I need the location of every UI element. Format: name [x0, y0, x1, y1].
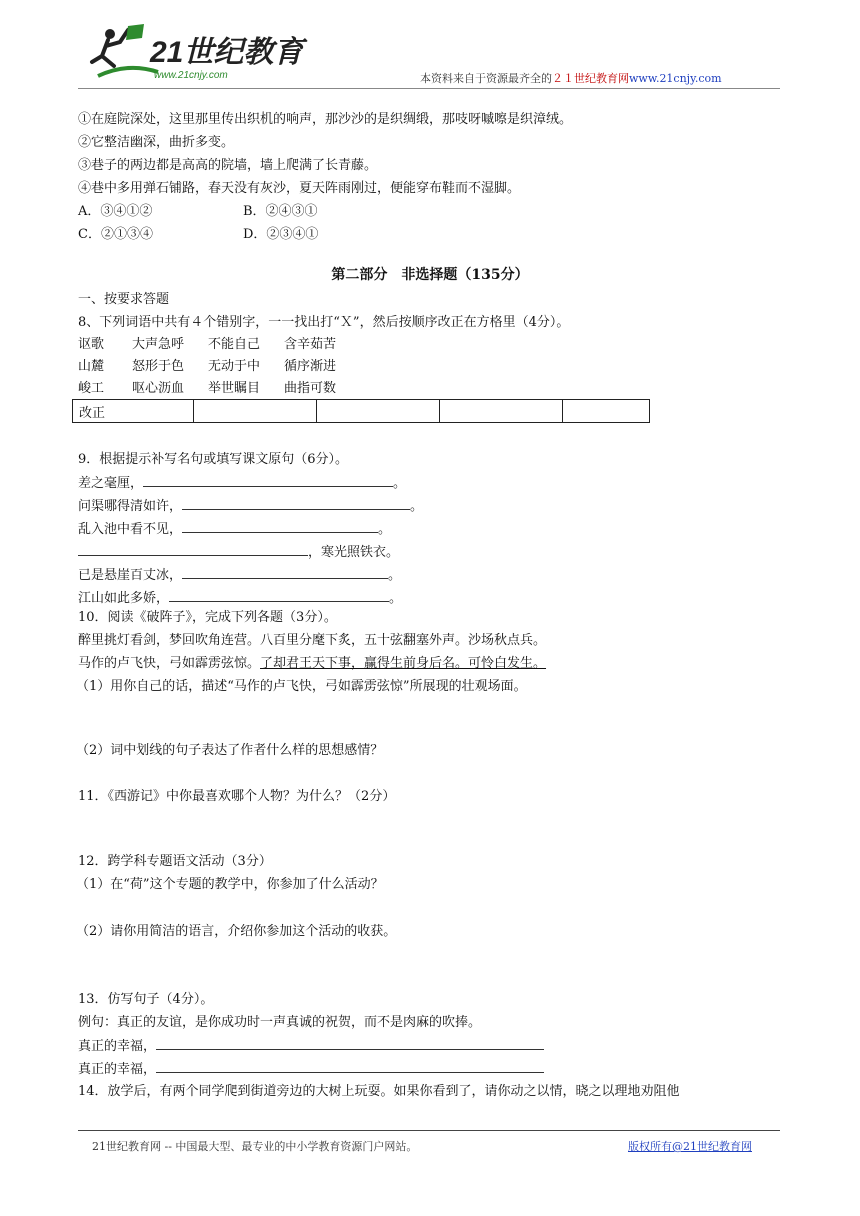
q14-prompt: 14．放学后，有两个同学爬到街道旁边的大树上玩耍。如果你看到了，请你动之以情，晓之以理地劝阻他 [78, 1084, 680, 1099]
answer-blank[interactable] [143, 473, 393, 487]
q9-item-3: 乱入池中看不见， 。 [78, 519, 391, 540]
option-line-2: ②它整洁幽深，曲折多变。 [78, 135, 235, 150]
q8-word: 山麓 [78, 359, 105, 374]
logo-text: 21世纪教育 [150, 36, 304, 69]
answer-blank[interactable] [182, 496, 410, 510]
logo-url: www.21cnjy.com [154, 70, 228, 81]
q8-answer-cell-1[interactable] [194, 400, 317, 423]
q9-item-2: 问渠哪得清如许， 。 [78, 496, 423, 517]
q10-sub1: （1）用你自己的话，描述“马作的卢飞快，弓如霹雳弦惊”所展现的壮观场面。 [76, 679, 527, 694]
choice-a: A．③④①② [78, 204, 153, 219]
q8-word: 举世瞩目 [208, 381, 261, 396]
choice-b: B．②④③① [243, 204, 318, 219]
q13-example: 例句：真正的友谊，是你成功时一声真诚的祝贺，而不是肉麻的吹捧。 [78, 1015, 482, 1030]
q8-word: 呕心沥血 [132, 381, 185, 396]
choice-d: D．②③④① [243, 227, 319, 242]
option-line-4: ④巷中多用弹石铺路，春天没有灰沙，夏天阵雨刚过，便能穿布鞋而不湿脚。 [78, 181, 521, 196]
q9-item-4: ，寒光照铁衣。 [78, 542, 399, 563]
q8-word: 含辛茹苦 [284, 337, 337, 352]
answer-blank[interactable] [182, 565, 388, 579]
q8-word: 大声急呼 [132, 337, 185, 352]
choice-c: C．②①③④ [78, 227, 153, 242]
q13-line-1: 真正的幸福， [78, 1036, 544, 1057]
q8-word: 怒形于色 [132, 359, 185, 374]
header-source [420, 70, 722, 86]
q8-word: 曲指可数 [284, 381, 337, 396]
q8-word: 不能自己 [208, 337, 261, 352]
q9-item-5: 已是悬崖百丈冰， 。 [78, 565, 401, 586]
q8-word: 讴歌 [78, 337, 105, 352]
answer-blank[interactable] [156, 1036, 544, 1050]
q8-word-row-3 [78, 379, 336, 399]
q8-word: 无动于中 [208, 359, 261, 374]
header-divider [78, 88, 780, 89]
footer-left-text: 21世纪教育网 -- 中国最大型、最专业的中小学教育资源门户网站。 [92, 1140, 418, 1153]
answer-blank[interactable] [182, 519, 378, 533]
q11-prompt: 11．《西游记》中你最喜欢哪个人物？为什么？（2分） [78, 789, 396, 804]
q8-answer-cell-4[interactable] [563, 400, 650, 423]
q10-prompt: 10．阅读《破阵子》，完成下列各题（3分）。 [78, 610, 337, 625]
q9-item-6: 江山如此多娇， 。 [78, 588, 402, 609]
answer-blank[interactable] [169, 588, 389, 602]
q8-prompt: 8、下列词语中共有４个错别字，一一找出打“Ｘ”，然后按顺序改正在方格里（4分）。 [78, 315, 570, 330]
answer-blank[interactable] [78, 542, 308, 556]
q13-line-2: 真正的幸福， [78, 1059, 544, 1080]
answer-blank[interactable] [156, 1059, 544, 1073]
q8-word-row-2 [78, 357, 336, 377]
footer-copyright-link[interactable]: 版权所有@21世纪教育网 [628, 1140, 752, 1153]
q12-sub1: （1）在“荷”这个专题的教学中，你参加了什么活动？ [76, 877, 384, 892]
section-heading: 一、按要求答题 [78, 292, 170, 307]
q9-item-1: 差之毫厘， 。 [78, 473, 406, 494]
q9-prompt: 9．根据提示补写名句或填写课文原句（6分）。 [78, 452, 349, 467]
q10-poem-line-1: 醉里挑灯看剑，梦回吹角连营。八百里分麾下炙，五十弦翻塞外声。沙场秋点兵。 [78, 633, 547, 648]
q10-poem-line-2: 马作的卢飞快，弓如霹雳弦惊。了却君王天下事，赢得生前身后名。可怜白发生。 [78, 656, 547, 671]
q12-prompt: 12．跨学科专题语文活动（3分） [78, 854, 272, 869]
q8-word-row-1 [78, 335, 336, 355]
header-source-url[interactable]: www.21cnjy.com [629, 72, 722, 85]
q10-sub2: （2）词中划线的句子表达了作者什么样的思想感情？ [76, 743, 384, 758]
header-source-prefix: 本资料来自于资源最齐全的 [420, 72, 552, 85]
option-line-3: ③巷子的两边都是高高的院墙，墙上爬满了长青藤。 [78, 158, 378, 173]
q8-table-label: 改正 [73, 400, 194, 423]
q8-answer-cell-3[interactable] [440, 400, 563, 423]
option-line-1: ①在庭院深处，这里那里传出织机的响声，那沙沙的是织绸缎，那吱呀嘁嚓是织漳绒。 [78, 112, 573, 127]
q8-correction-table [72, 399, 650, 423]
q8-answer-cell-2[interactable] [317, 400, 440, 423]
header-source-site[interactable]: ２１世纪教育网 [552, 72, 629, 85]
q13-prompt: 13．仿写句子（4分）。 [78, 992, 214, 1007]
q12-sub2: （2）请你用简洁的语言，介绍你参加这个活动的收获。 [76, 924, 397, 939]
q8-word: 峻工 [78, 381, 105, 396]
site-logo [88, 22, 304, 84]
footer-divider [78, 1130, 780, 1131]
q10-underlined-sentence: 了却君王天下事，赢得生前身后名。可怜白发生。 [260, 656, 547, 671]
part-title: 第二部分 非选择题（135分） [331, 267, 529, 283]
q8-word: 循序渐进 [284, 359, 337, 374]
